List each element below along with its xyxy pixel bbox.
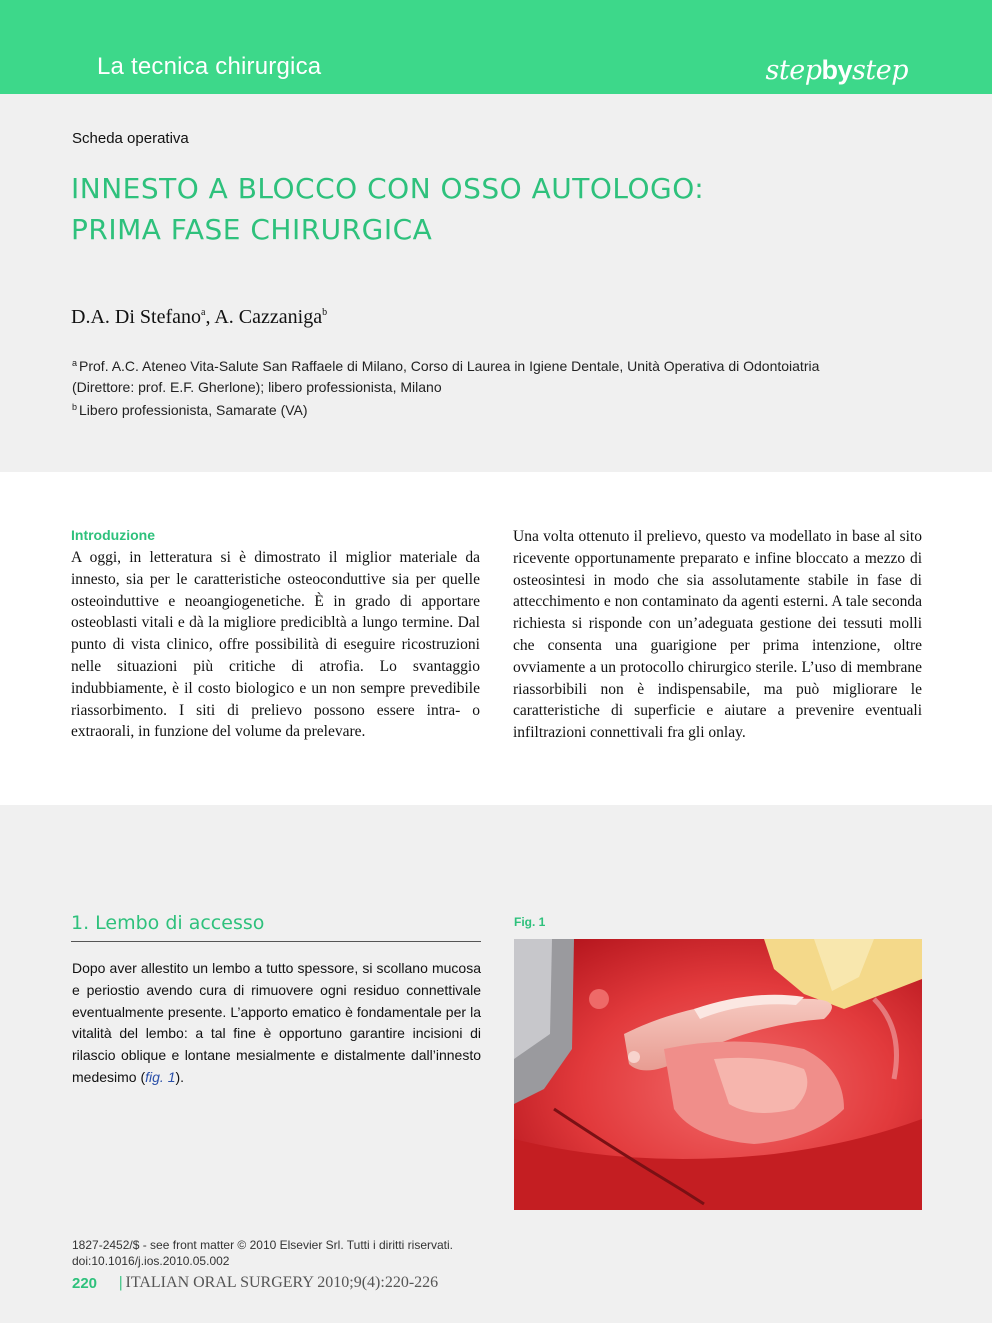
- affiliation-b-mark: b: [72, 402, 78, 412]
- intro-column-2: Una volta ottenuto il prelievo, questo va modellato in base al sito ricevente opportunamente preparato e infine bloccato a mezzo di osteosintesi in modo che sia assolutamente stabile in fase di attecchimento e non contaminato da agenti esterni. A tale seconda richiesta si risponde con un’adeguata gestione dei tessuti molli che consenta una guarigione per prima intenzione, oltre ovviamente a un protocollo chirurgico sterile. L’uso di membrane riassorbibili non è indispensabile, ma può migliorare le caratteristiche di superficie e aiutare a prevenire eventuali infiltrazioni connettivali fra gli onlay.: [513, 528, 922, 742]
- page-header: [0, 0, 992, 94]
- doi: doi:10.1016/j.ios.2010.05.002: [72, 1254, 230, 1268]
- section-1-text: Dopo aver allestito un lembo a tutto spessore, si scollano mucosa e periostio avendo cura di rimuovere ogni residuo connettivale eventualmente presente. L’apporto ematico è fondamentale per la vitalità del lembo: a tal fine è opportuno garantire incisioni di rilascio oblique e lontane mesialmente e distalmente dall’innesto medesimo (fig. 1).: [72, 960, 481, 1085]
- section-title: La tecnica chirurgica: [97, 53, 322, 80]
- affiliation-a-line2: (Direttore: prof. E.F. Gherlone); libero professionista, Milano: [72, 379, 442, 395]
- figure-1-link[interactable]: fig. 1: [145, 1068, 176, 1085]
- title-line-2: PRIMA FASE CHIRURGICA: [71, 213, 433, 246]
- copyright-notice: [72, 1237, 453, 1269]
- intro-heading: Introduzione: [71, 527, 155, 543]
- brand-logo: stepbystep: [765, 55, 908, 86]
- author-1: D.A. Di Stefano: [71, 306, 201, 328]
- section-1-heading: 1. Lembo di accesso: [71, 912, 265, 934]
- copyright-line: 1827-2452/$ - see front matter © 2010 Elsevier Srl. Tutti i diritti riservati.: [72, 1238, 453, 1252]
- figure-1-label: Fig. 1: [514, 915, 546, 929]
- article-type: Scheda operativa: [72, 130, 189, 147]
- affiliation-a-line1: Prof. A.C. Ateneo Vita-Salute San Raffaele di Milano, Corso di Laurea in Igiene Dentale, Unità Operativa di Odontoiatria: [79, 358, 820, 374]
- title-line-1: INNESTO A BLOCCO CON OSSO AUTOLOGO:: [71, 172, 705, 205]
- author-2-mark: b: [322, 307, 328, 318]
- authors: [71, 306, 327, 329]
- author-2: A. Cazzaniga: [214, 306, 323, 328]
- figure-1-photo: [514, 939, 922, 1210]
- author-1-mark: a: [200, 307, 206, 318]
- article-title: [71, 168, 871, 250]
- affiliation-a: [72, 353, 932, 398]
- intro-column-1: A oggi, in letteratura si è dimostrato il miglior materiale da innesto, sia per le caratteristiche osteoconduttive sia per quelle osteoinduttive e neoangiogenetiche. È in grado di apportare osteoblasti vitali e dà la migliore predicibltà a lungo termine. Dal punto di vista clinico, offre possibilità di eseguire ricostruzioni nelle situazioni più critiche di atrofia. Lo svantaggio indubbiamente, è il costo biologico e un non sempre prevedibile riassorbimento. I siti di prelievo possono essere intra- o extraorali, in funzione del volume da prelevare.: [71, 549, 480, 741]
- author-separator: ,: [205, 306, 215, 328]
- journal-citation: | ITALIAN ORAL SURGERY 2010;9(4):220-226: [119, 1274, 439, 1291]
- affiliation-b-line: Libero professionista, Samarate (VA): [79, 402, 308, 418]
- section-divider: [71, 941, 481, 942]
- affiliation-a-mark: a: [72, 358, 78, 368]
- affiliation-b: [72, 397, 932, 421]
- page-number: 220: [72, 1275, 98, 1292]
